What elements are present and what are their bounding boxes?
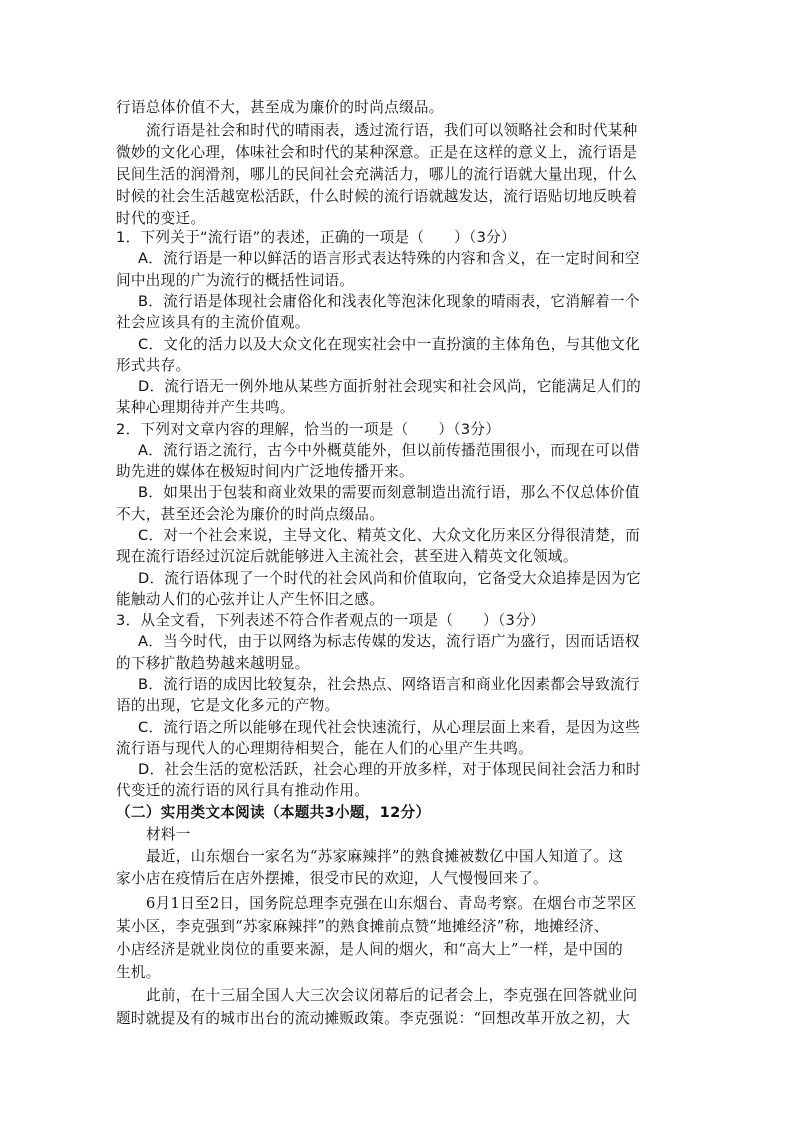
passage-line: 民间生活的润滑剂，哪儿的民间社会充满活力，哪儿的流行语就大量出现，什么 [116,166,638,183]
question-stem: 3．从全文看，下列表述不符合作者观点的一项是（ ）（3分） [116,612,545,629]
passage-line: 行语总体价值不大，甚至成为廉价的时尚点缀品。 [116,99,444,116]
question-stem: 1．下列关于“流行语”的表述，正确的一项是（ ）（3分） [116,229,516,246]
option-line: 间中出现的广为流行的概括性词语。 [116,272,355,289]
material-line: 家小店在疫情后在店外摆摊，很受市民的欢迎，人气慢慢回来了。 [116,870,548,887]
option-line: 现在流行语经过沉淀后就能够进入主流社会，甚至进入精英文化领域。 [116,548,578,565]
passage-line: 微妙的文化心理，体味社会和时代的某种深意。正是在这样的意义上，流行语是 [116,144,638,161]
material-line: 某小区，李克强到“苏家麻辣拌”的熟食摊前点赞“地摊经济”称，地摊经济、 [116,918,609,935]
material-line: 最近，山东烟台一家名为“苏家麻辣拌”的熟食摊被数亿中国人知道了。这 [146,848,624,865]
material-line: 生机。 [116,964,161,981]
option-line: C．对一个社会来说，主导文化、精英文化、大众文化历来区分得很清楚，而 [138,527,640,544]
option-line: D．流行语体现了一个时代的社会风尚和价值取向，它备受大众追捧是因为它 [138,570,642,587]
material-line: 题时就提及有的城市出台的流动摊贩政策。李克强说：“回想改革开放之初，大 [116,1010,631,1027]
material-line: 6月1日至2日，国务院总理李克强在山东烟台、青岛考察。在烟台市芝罘区 [146,895,637,912]
option-line: C．流行语之所以能够在现代社会快速流行，从心理层面上来看，是因为这些 [138,719,640,736]
option-line: 代变迁的流行语的风行具有推动作用。 [116,782,370,799]
option-line: D．流行语无一例外地从某些方面折射社会现实和社会风尚，它能满足人们的 [138,378,642,395]
option-line: 语的出现，它是文化多元的产物。 [116,697,340,714]
passage-line: 流行语是社会和时代的晴雨表，透过流行语，我们可以领略社会和时代某种 [146,122,638,139]
option-line: 能触动人们的心弦并让人产生怀旧之感。 [116,591,385,608]
option-line: C．文化的活力以及大众文化在现实社会中一直扮演的主体角色，与其他文化 [138,336,640,353]
option-line: 的下移扩散趋势越来越明显。 [116,655,310,672]
material-line: 此前，在十三届全国人大三次会议闭幕后的记者会上，李克强在回答就业问 [146,987,638,1004]
option-line: 形式共存。 [116,357,191,374]
option-line: 助先进的媒体在极短时间内广泛地传播开来。 [116,463,414,480]
option-line: 不大，甚至还会沦为廉价的时尚点缀品。 [116,506,385,523]
passage-line: 时候的社会生活越宽松活跃，什么时候的流行语就越发达，流行语贴切地反映着 [116,188,638,205]
option-line: 某种心理期待并产生共鸣。 [116,399,295,416]
option-line: 社会应该具有的主流价值观。 [116,314,310,331]
option-line: D．社会生活的宽松活跃，社会心理的开放多样，对于体现民间社会活力和时 [138,761,642,778]
section-heading: （二）实用类文本阅读（本题共3小题，12分） [116,804,431,821]
option-line: B．流行语是体现社会庸俗化和浅表化等泡沫化现象的晴雨表，它消解着一个 [138,293,640,310]
option-line: A．当今时代，由于以网络为标志传媒的发达，流行语广为盛行，因而话语权 [138,633,640,650]
question-stem: 2．下列对文章内容的理解，恰当的一项是（ ）（3分） [116,421,501,438]
material-line: 小店经济是就业岗位的重要来源，是人间的烟火，和“高大上”一样，是中国的 [116,941,624,958]
option-line: 流行语与现代人的心理期待相契合，能在人们的心里产生共鸣。 [116,740,534,757]
material-label: 材料一 [146,826,191,843]
option-line: A．流行语是一种以鲜活的语言形式表达特殊的内容和含义，在一定时间和空 [138,250,640,267]
option-line: B．流行语的成因比较复杂，社会热点、网络语言和商业化因素都会导致流行 [138,676,640,693]
option-line: A．流行语之流行，古今中外概莫能外，但以前传播范围很小，而现在可以借 [138,442,640,459]
option-line: B．如果出于包装和商业效果的需要而刻意制造出流行语，那么不仅总体价值 [138,484,640,501]
passage-line: 时代的变迁。 [116,210,206,227]
